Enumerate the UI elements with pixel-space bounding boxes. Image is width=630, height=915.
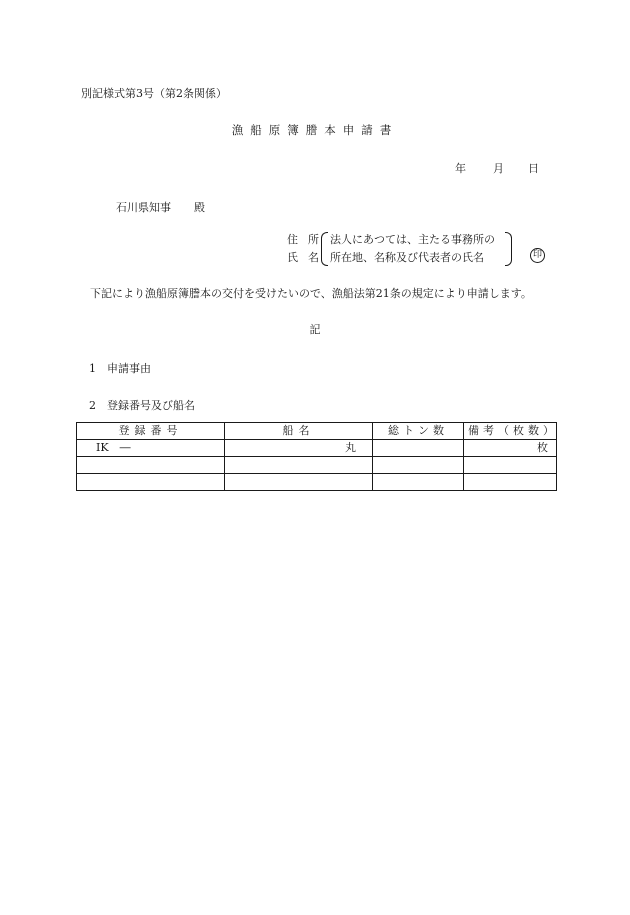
item-number: 1	[89, 362, 96, 375]
table-row	[77, 440, 557, 457]
addressee-name: 石川県知事	[116, 201, 171, 214]
addressee-suffix: 殿	[194, 201, 205, 214]
date-day: 日	[528, 162, 539, 175]
table-row	[77, 457, 557, 474]
cell-remarks[interactable]	[464, 440, 557, 457]
date-year: 年	[455, 162, 466, 175]
header-registration-number: 登録番号	[77, 423, 225, 440]
cell-gross-tonnage[interactable]	[373, 474, 464, 491]
item-registration	[89, 399, 195, 413]
cell-gross-tonnage[interactable]	[373, 440, 464, 457]
address-label: 住所	[287, 233, 329, 246]
registration-table	[76, 422, 557, 491]
registration-prefix: IK ―	[96, 441, 131, 454]
header-gross-tonnage: 総トン数	[373, 423, 464, 440]
table-header-row	[77, 423, 557, 440]
cell-ship-name[interactable]	[225, 457, 373, 474]
cell-remarks[interactable]	[464, 474, 557, 491]
remarks-suffix: 枚	[537, 441, 548, 454]
item-reason	[89, 362, 151, 376]
item-label: 申請事由	[107, 362, 151, 375]
ki-heading: 記	[309, 323, 321, 336]
document-title: 漁船原簿謄本申請書	[231, 123, 399, 137]
seal-mark: 印	[530, 248, 545, 263]
cell-ship-name[interactable]	[225, 440, 373, 457]
bracket-left	[321, 232, 328, 266]
ship-name-suffix: 丸	[345, 441, 356, 454]
bracket-right	[505, 232, 512, 266]
item-label: 登録番号及び船名	[107, 399, 195, 412]
applicant-note-line2: 所在地、名称及び代表者の氏名	[330, 251, 484, 264]
cell-registration-number[interactable]	[77, 457, 225, 474]
cell-remarks[interactable]	[464, 457, 557, 474]
header-ship-name: 船名	[225, 423, 373, 440]
form-number: 別記様式第3号（第2条関係）	[81, 87, 227, 100]
date-month: 月	[493, 162, 504, 175]
cell-gross-tonnage[interactable]	[373, 457, 464, 474]
applicant-note-line1: 法人にあつては、主たる事務所の	[330, 233, 495, 246]
body-text: 下記により漁船原簿謄本の交付を受けたいので、漁船法第21条の規定により申請します。	[90, 287, 532, 300]
cell-registration-number[interactable]	[77, 440, 225, 457]
header-remarks: 備考（枚数）	[464, 423, 557, 440]
cell-ship-name[interactable]	[225, 474, 373, 491]
item-number: 2	[89, 399, 96, 412]
table-row	[77, 474, 557, 491]
cell-registration-number[interactable]	[77, 474, 225, 491]
name-label: 氏名	[287, 251, 329, 264]
